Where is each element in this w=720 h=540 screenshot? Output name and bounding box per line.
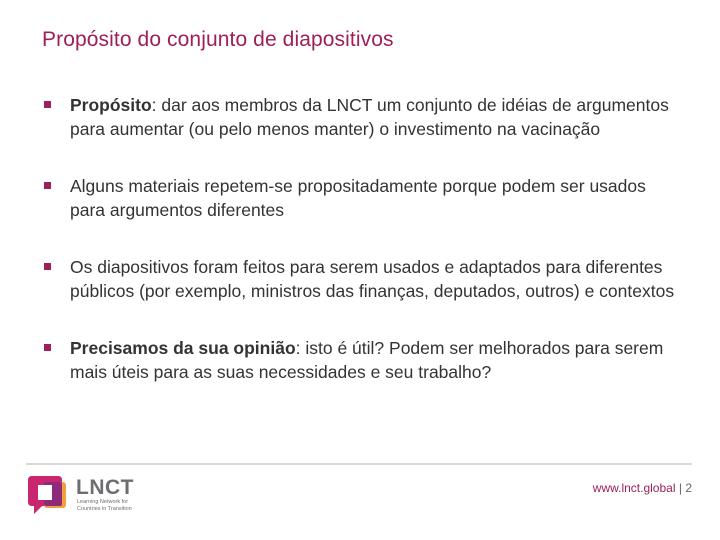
bullet-item [44,174,684,222]
bullet-bold-lead: Propósito [70,95,152,115]
bullet-item [44,255,684,303]
bullet-text: Alguns materiais repetem-se propositadamente porque podem ser usados para argumentos diferentes [70,176,646,220]
square-bullet-icon [44,263,51,270]
lnct-logo [28,472,158,518]
footer-info [593,481,692,495]
logo-tagline-line: Countries in Transition [77,505,132,512]
bullet-text: : isto é útil? Podem ser melhorados para serem mais úteis para as suas necessidades e seu trabalho? [70,338,664,382]
square-bullet-icon [44,182,51,189]
footer-separator: | [678,481,682,495]
bullet-item [44,93,684,141]
bullet-item [44,336,684,384]
square-bullet-icon [44,101,51,108]
footer-url-link[interactable]: www.lnct.global [592,481,676,495]
bullet-text: : dar aos membros da LNCT um conjunto de idéias de argumentos para aumentar (ou pelo menos manter) o investimento na vacinação [70,95,669,139]
bullet-text: Os diapositivos foram feitos para serem usados e adaptados para diferentes públicos (por exemplo, ministros das finanças, deputados, outros) e contextos [70,257,675,301]
footer-divider [26,463,692,465]
bullet-bold-lead: Precisamos da sua opinião [70,338,296,358]
logo-tagline-line: Learning Network for [77,499,129,505]
page-number: 2 [685,481,692,495]
slide-title: Propósito do conjunto de diapositivos [42,28,394,51]
logo-tagline [77,499,167,512]
lnct-speech-bubble-icon [28,472,72,518]
bullet-list [44,93,684,384]
square-bullet-icon [44,344,51,351]
logo-wordmark: LNCT [76,476,134,499]
